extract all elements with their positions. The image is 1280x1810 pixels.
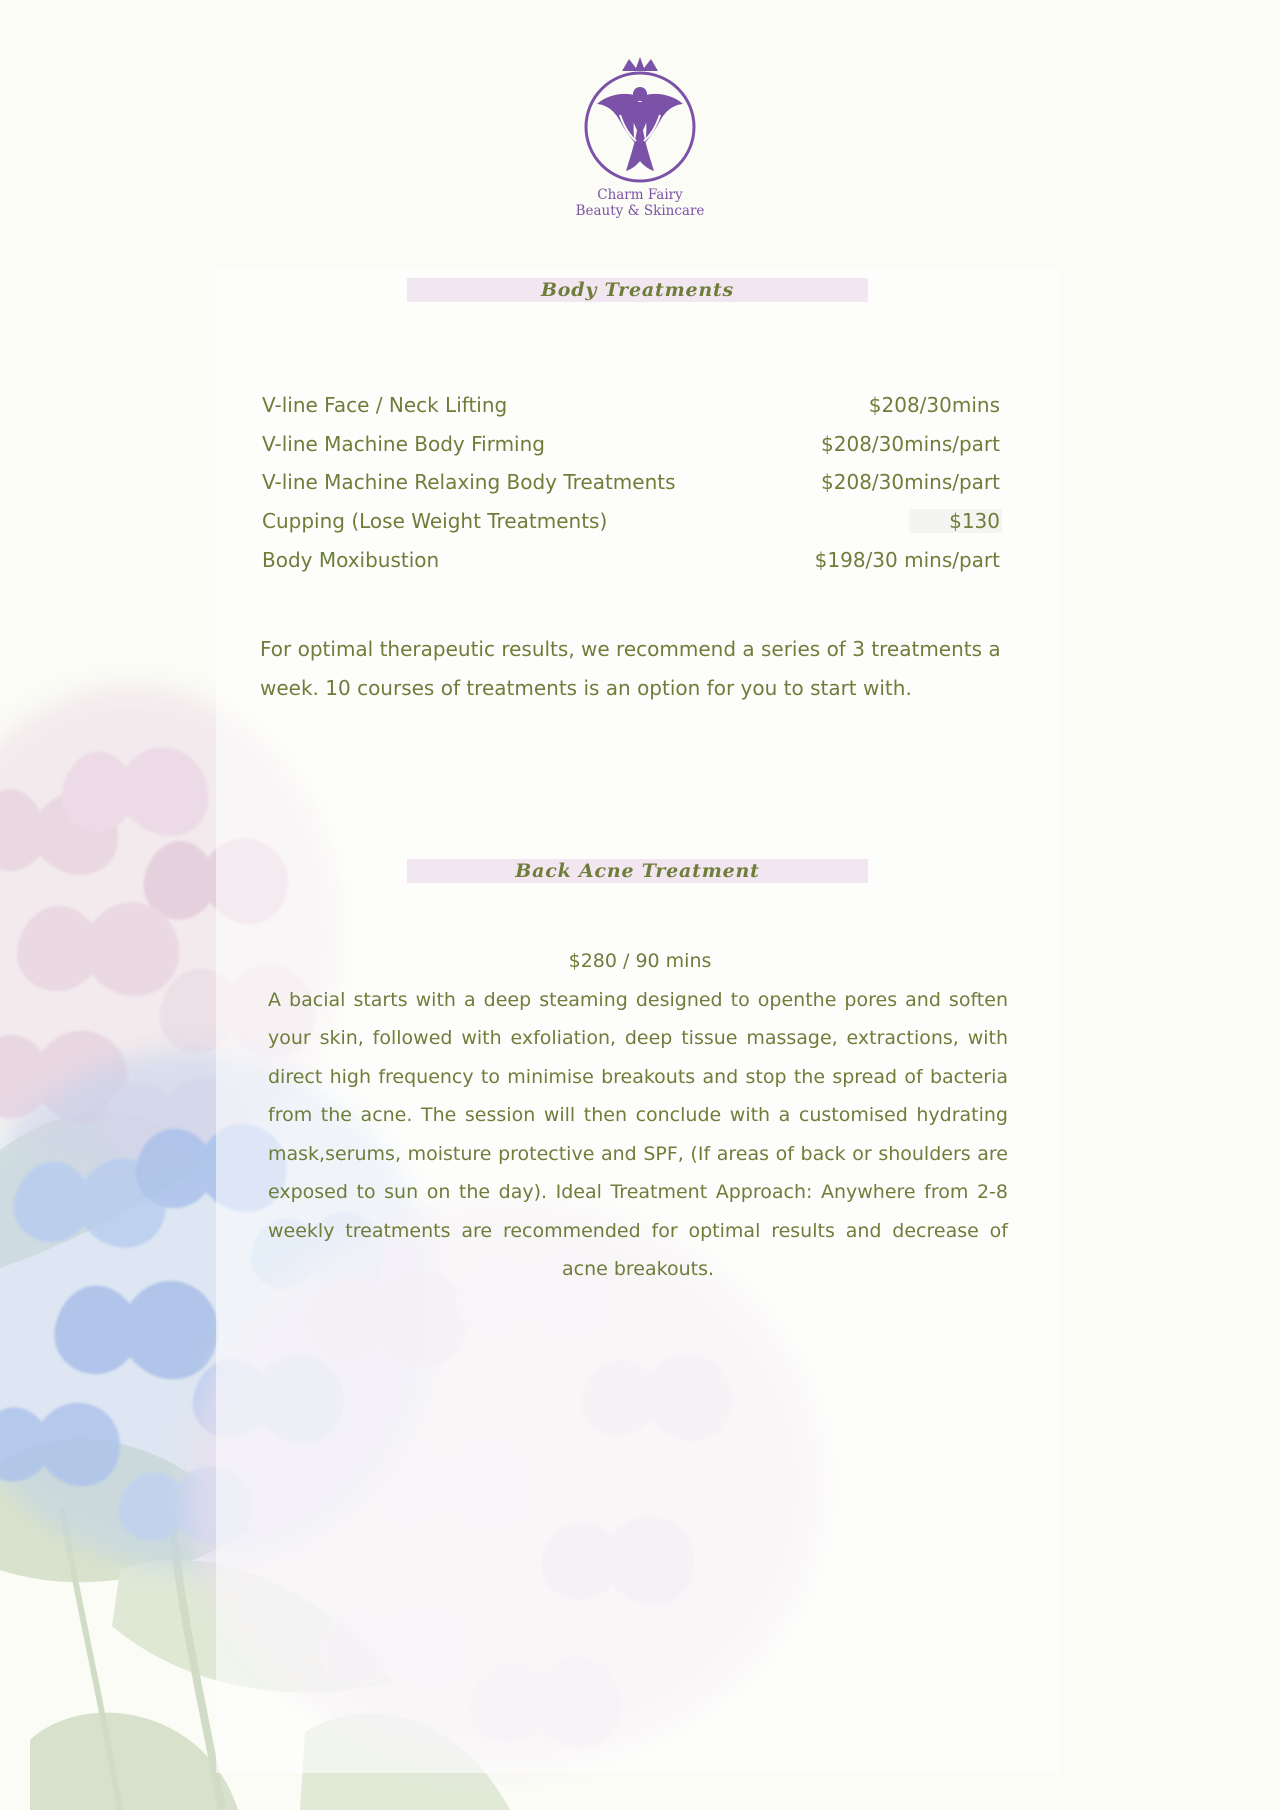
body-treatment-row <box>262 502 1002 541</box>
body-treatment-row <box>262 386 1002 425</box>
treatment-price: $208/30mins/part <box>821 431 1000 456</box>
back-acne-treatment-heading: Back Acne Treatment <box>407 859 868 883</box>
treatment-price: $198/30 mins/part <box>814 547 1000 572</box>
body-treatment-row <box>262 540 1002 579</box>
treatment-price: $130 <box>909 509 1002 533</box>
body-treatments-heading: Body Treatments <box>407 278 868 302</box>
treatment-name: V-line Machine Body Firming <box>262 431 545 456</box>
treatment-name: V-line Face / Neck Lifting <box>262 393 508 418</box>
brand-name-line-2: Beauty & Skincare <box>575 203 705 219</box>
fairy-crown-logo-icon <box>584 55 696 187</box>
body-treatment-row <box>262 463 1002 502</box>
back-acne-treatment-price: $280 / 90 mins <box>568 950 712 972</box>
treatment-name: V-line Machine Relaxing Body Treatments <box>262 470 676 495</box>
body-treatment-list <box>262 386 1002 579</box>
treatment-recommendation: For optimal therapeutic results, we recommend a series of 3 treatments a week. 10 courses of treatments is an option for you to start with. <box>260 637 1001 700</box>
treatment-price: $208/30mins/part <box>821 470 1000 495</box>
treatment-name: Body Moxibustion <box>262 547 440 572</box>
body-treatment-row <box>262 425 1002 464</box>
brand-logo <box>574 55 706 225</box>
treatment-name: Cupping (Lose Weight Treatments) <box>262 509 608 534</box>
back-acne-treatment-description: A bacial starts with a deep steaming designed to openthe pores and soften your skin, followed with exfoliation, deep tissue massage, extractions, with direct high frequency to minimise breakouts and stop the spread of bacteria from the acne. The session will then conclude with a customised hydrating mask,serums, moisture protective and SPF, (If areas of back or shoulders are exposed to sun on the day). Ideal Treatment Approach: Anywhere from 2-8 weekly treatments are recommended for optimal results and decrease of acne breakouts. <box>268 988 1008 1280</box>
brand-name-line-1: Charm Fairy <box>597 187 683 203</box>
treatment-price: $208/30mins <box>868 393 1000 418</box>
